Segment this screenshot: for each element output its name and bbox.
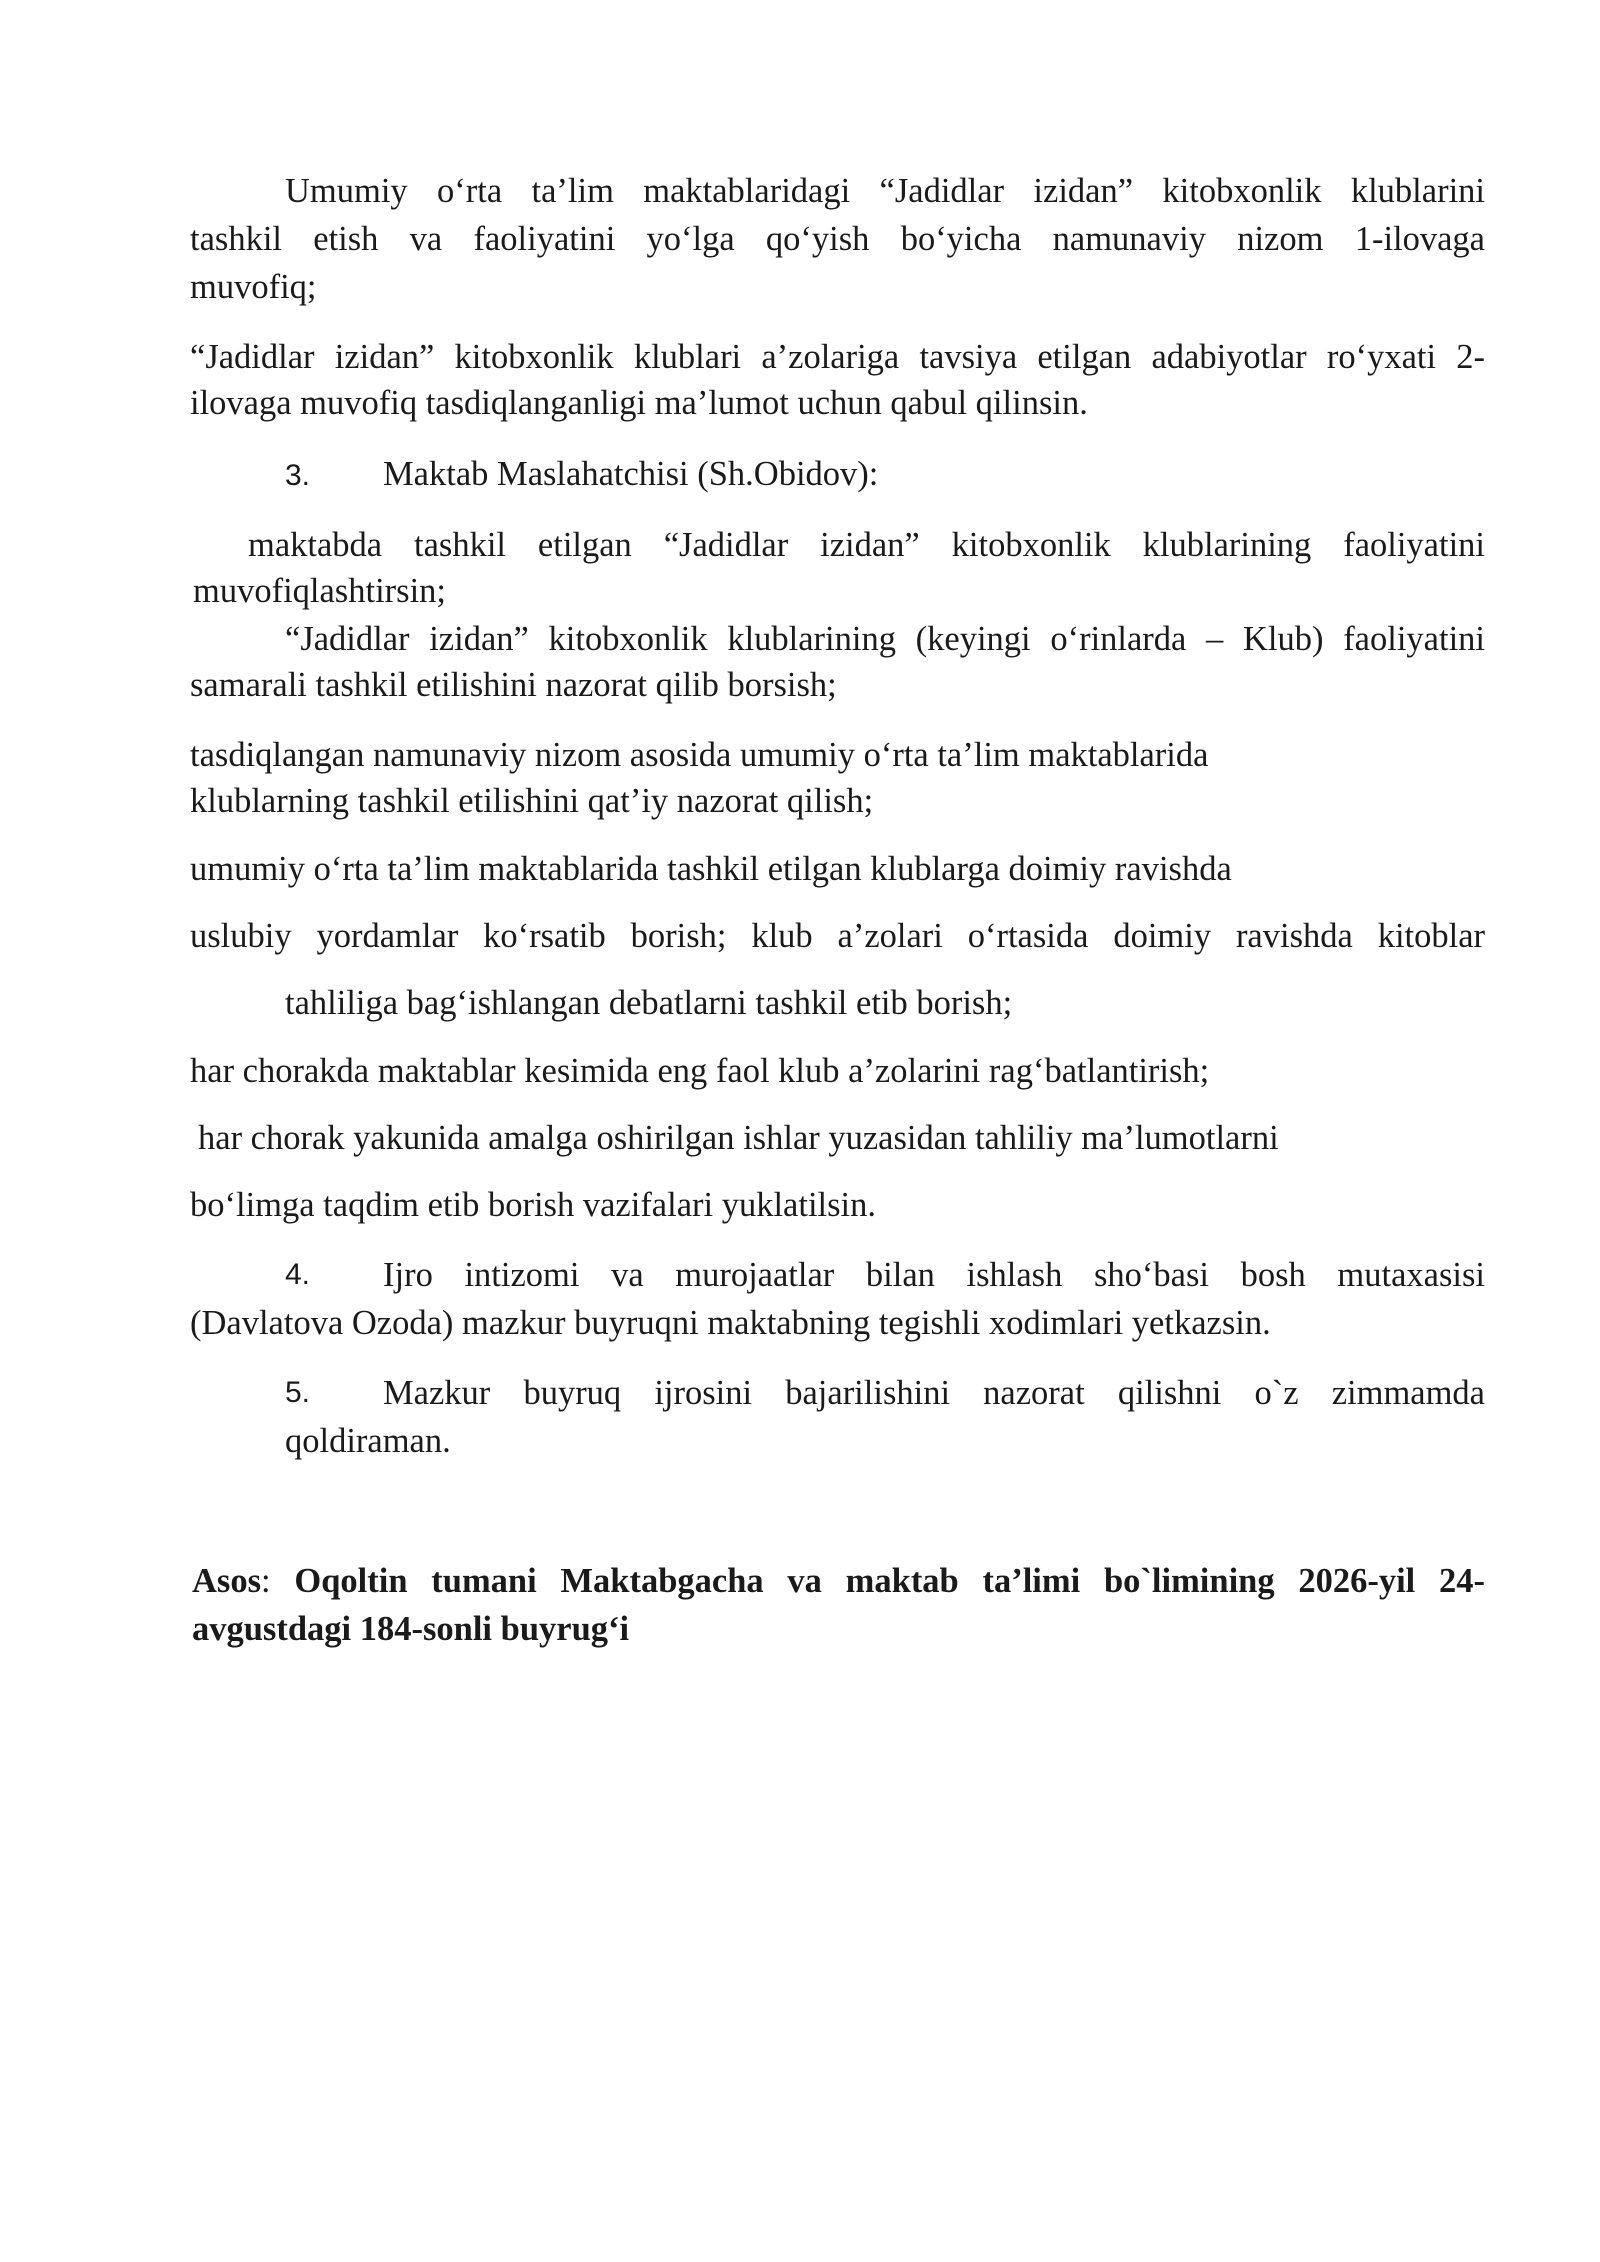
item-3-heading <box>285 451 1580 499</box>
intro-line-3: muvofiq; <box>190 268 317 306</box>
intro-line-1: Umumiy o‘rta ta’lim maktablaridagi “Jadidlar izidan” kitobxonlik klublarini <box>285 172 1485 210</box>
item-3-line-11: har chorak yakunida amalga oshirilgan ishlar yuzasidan tahliliy ma’lumotlarni <box>198 1119 1279 1157</box>
item-3-line-4: samarali tashkil etilishini nazorat qilib borsish; <box>190 666 837 704</box>
item-3-line-6: klublarning tashkil etilishini qat’iy nazorat qilish; <box>190 782 874 820</box>
item-3-line-5: tasdiqlangan namunaviy nizom asosida umumiy o‘rta ta’lim maktablarida <box>190 736 1209 774</box>
item-4-line-1: Ijro intizomi va murojaatlar bilan ishlash sho‘basi bosh mutaxasisi <box>383 1256 1485 1294</box>
item-4-number: 4. <box>285 1258 311 1291</box>
item-3-line-1: maktabda tashkil etilgan “Jadidlar izidan” kitobxonlik klublarining faoliyatini <box>248 526 1485 564</box>
basis-line-1 <box>192 1558 1485 1604</box>
intro-line-4: “Jadidlar izidan” kitobxonlik klublari a’zolariga tavsiya etilgan adabiyotlar ro‘yxati 2- <box>190 338 1485 376</box>
intro-line-2: tashkil etish va faoliyatini yo‘lga qo‘yish bo‘yicha namunaviy nizom 1-ilovaga <box>190 220 1485 258</box>
basis-text-1: Oqoltin tumani Maktabgacha va maktab ta’limi bo`limining 2026-yil 24- <box>294 1562 1486 1600</box>
item-3-line-2: muvofiqlashtirsin; <box>193 572 446 610</box>
basis-line-2: avgustdagi 184-sonli buyrug‘i <box>192 1610 630 1648</box>
item-5-line-2: qoldiraman. <box>285 1422 451 1460</box>
intro-line-5: ilovaga muvofiq tasdiqlanganligi ma’lumot uchun qabul qilinsin. <box>190 384 1088 422</box>
item-5-line-1: Mazkur buyruq ijrosini bajarilishini nazorat qilishni o`z zimmamda <box>383 1374 1485 1412</box>
item-3-line-12: bo‘limga taqdim etib borish vazifalari yuklatilsin. <box>190 1186 877 1224</box>
item-3-title: Maktab Maslahatchisi (Sh.Obidov): <box>383 455 879 493</box>
item-3-number: 3. <box>285 459 311 492</box>
item-3-line-8: uslubiy yordamlar ko‘rsatib borish; klub a’zolari o‘rtasida doimiy ravishda kitoblar <box>190 917 1485 955</box>
item-5-line-1-row <box>285 1370 1485 1416</box>
basis-label: Asos <box>192 1562 262 1600</box>
item-4-line-2: (Davlatova Ozoda) mazkur buyruqni maktabning tegishli xodimlari yetkazsin. <box>190 1304 1271 1342</box>
item-3-line-3: “Jadidlar izidan” kitobxonlik klublarining (keyingi o‘rinlarda – Klub) faoliyatini <box>285 620 1485 658</box>
item-3-line-10: har chorakda maktablar kesimida eng faol klub a’zolarini rag‘batlantirish; <box>190 1052 1210 1090</box>
item-3-line-7: umumiy o‘rta ta’lim maktablarida tashkil etilgan klublarga doimiy ravishda <box>190 850 1232 888</box>
basis-colon: : <box>261 1562 271 1600</box>
item-3-line-9: tahliliga bag‘ishlangan debatlarni tashkil etib borish; <box>285 984 1013 1022</box>
item-4-line-1-row <box>285 1252 1485 1298</box>
item-5-number: 5. <box>285 1376 311 1409</box>
